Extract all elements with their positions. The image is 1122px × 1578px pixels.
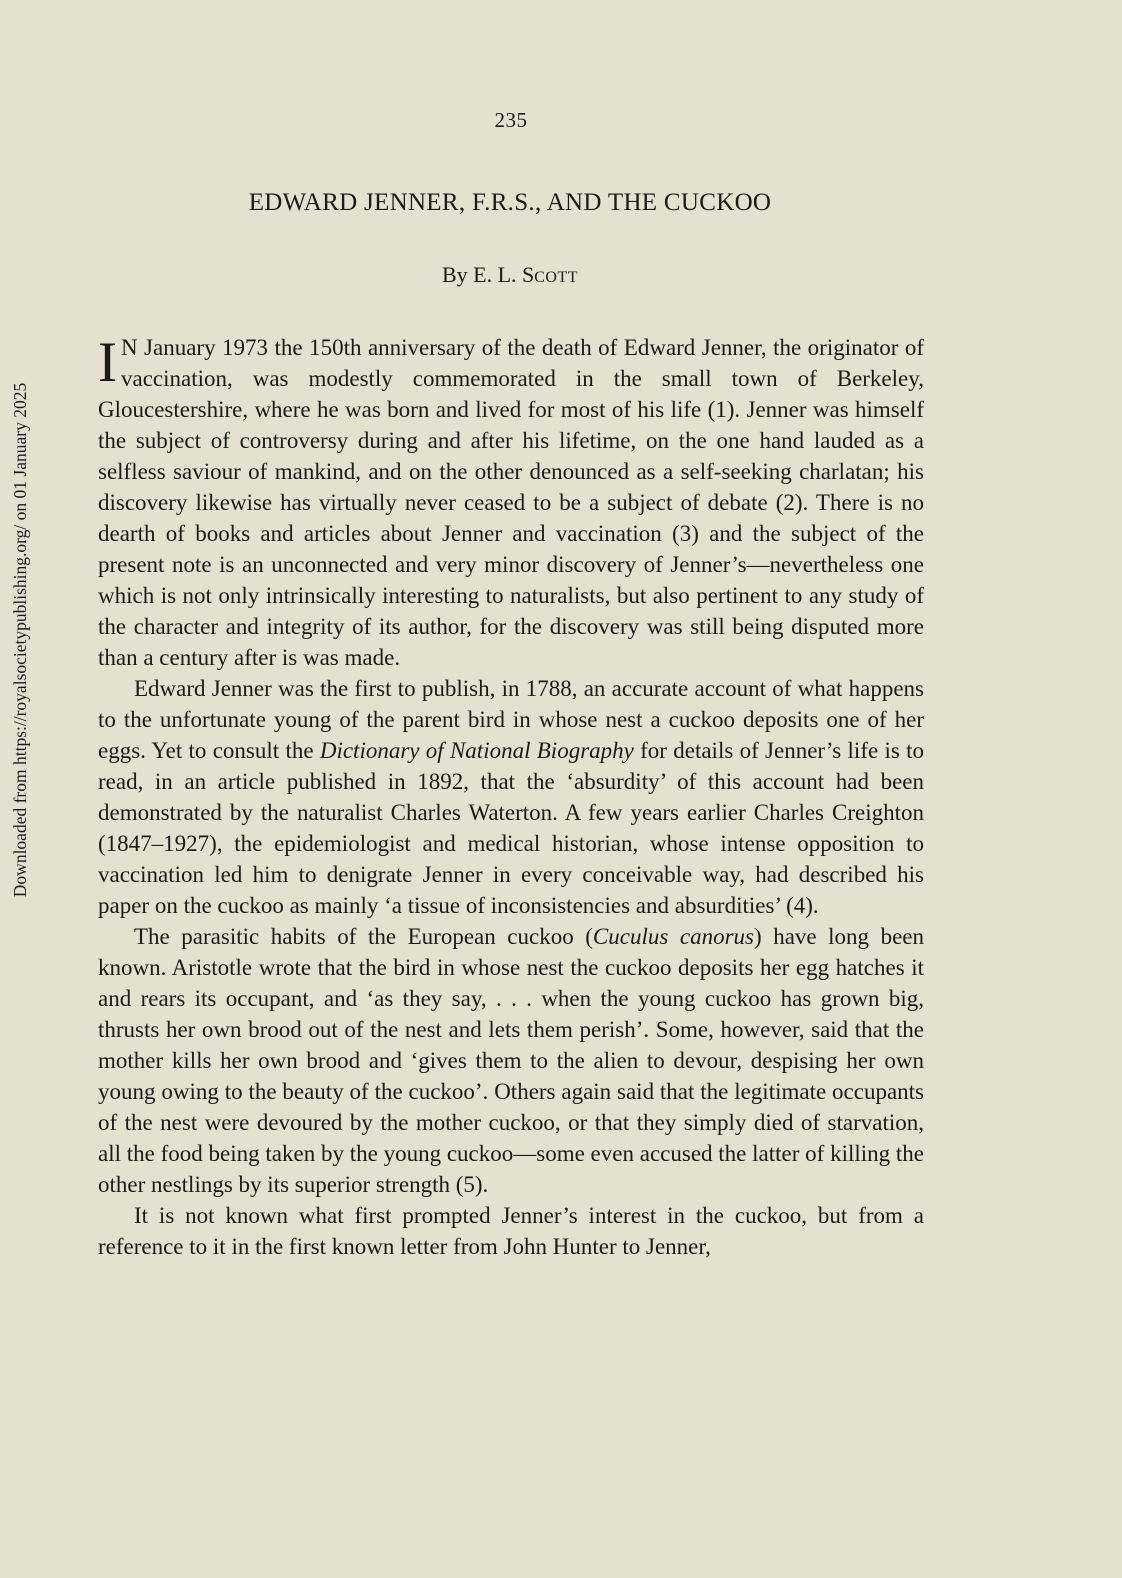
paragraph-2-text-end: for details of Jenner’s life is to read, in an article published in 1892, that the ‘absurdity’ of this account had been demonstrated by the naturalist Charles Waterton. A few years earlier Charles Creighton (1847–1927), the epidemiologist and medical historian, whose intense opposition to vaccination led him to denigrate Jenner in every conceivable way, had described his paper on the cuckoo as mainly ‘a tissue of inconsistencies and absurdities’ (4). (98, 738, 924, 918)
byline-surname: COTT (534, 269, 579, 286)
paragraph-3-text-end: ) have long been known. Aristotle wrote that the bird in whose nest the cuckoo deposits her egg hatches it and rears its occupant, and ‘as they say, . . . when the young cuckoo has grown big, thrusts her own brood out of the nest and lets them perish’. Some, however, said that the mother kills her own brood and ‘gives them to the alien to devour, despising her own young owing to the beauty of the cuckoo’. Others again said that the legitimate occupants of the nest were devoured by the mother cuckoo, or that they simply died of starvation, all the food being taken by the young cuckoo—some even accused the latter of killing the other nestlings by its superior strength (5). (98, 924, 925, 1197)
species-name: Cuculus canorus (592, 924, 754, 949)
paragraph-4 (98, 1200, 924, 1262)
page-number: 235 (494, 108, 528, 132)
dnb-title: Dictionary of National Biography (319, 738, 634, 763)
byline-prefix: By E. L. S (441, 262, 535, 287)
download-notice: Downloaded from https://royalsocietypublishing.org/ on 01 January 2025 (10, 382, 30, 898)
paragraph-3-text-start: The parasitic habits of the European cuckoo ( (134, 924, 593, 949)
byline (98, 262, 922, 288)
paragraph-4-text: It is not known what first prompted Jenner’s interest in the cuckoo, but from a reference to it in the first known letter from John Hunter to Jenner, (98, 1203, 924, 1259)
paragraph-2 (98, 673, 924, 921)
article-title: EDWARD JENNER, F.R.S., AND THE CUCKOO (248, 189, 772, 216)
paragraph-2-text-start: Edward Jenner was the first to publish, in 1788, an accurate account of what happens to the unfortunate young of the parent bird in whose nest a cuckoo deposits one of her eggs. Yet to consult the (98, 676, 924, 763)
article-body (98, 332, 924, 1262)
paragraph-3 (98, 921, 924, 1200)
paragraph-1 (98, 332, 924, 673)
drop-cap: I (98, 331, 117, 394)
paragraph-1-text: N January 1973 the 150th anniversary of the death of Edward Jenner, the originator of vaccination, was modestly commemorated in the small town of Berkeley, Gloucestershire, where he was born and lived for most of his life (1). Jenner was himself the subject of controversy during and after his lifetime, on the one hand lauded as a selfless saviour of mankind, and on the other denounced as a self-seeking charlatan; his discovery likewise has virtually never ceased to be a subject of debate (2). There is no dearth of books and articles about Jenner and vaccination (3) and the subject of the present note is an unconnected and very minor discovery of Jenner’s—nevertheless one which is not only intrinsically interesting to naturalists, but also pertinent to any study of the character and integrity of its author, for the discovery was still being disputed more than a century after is was made. (98, 335, 924, 670)
